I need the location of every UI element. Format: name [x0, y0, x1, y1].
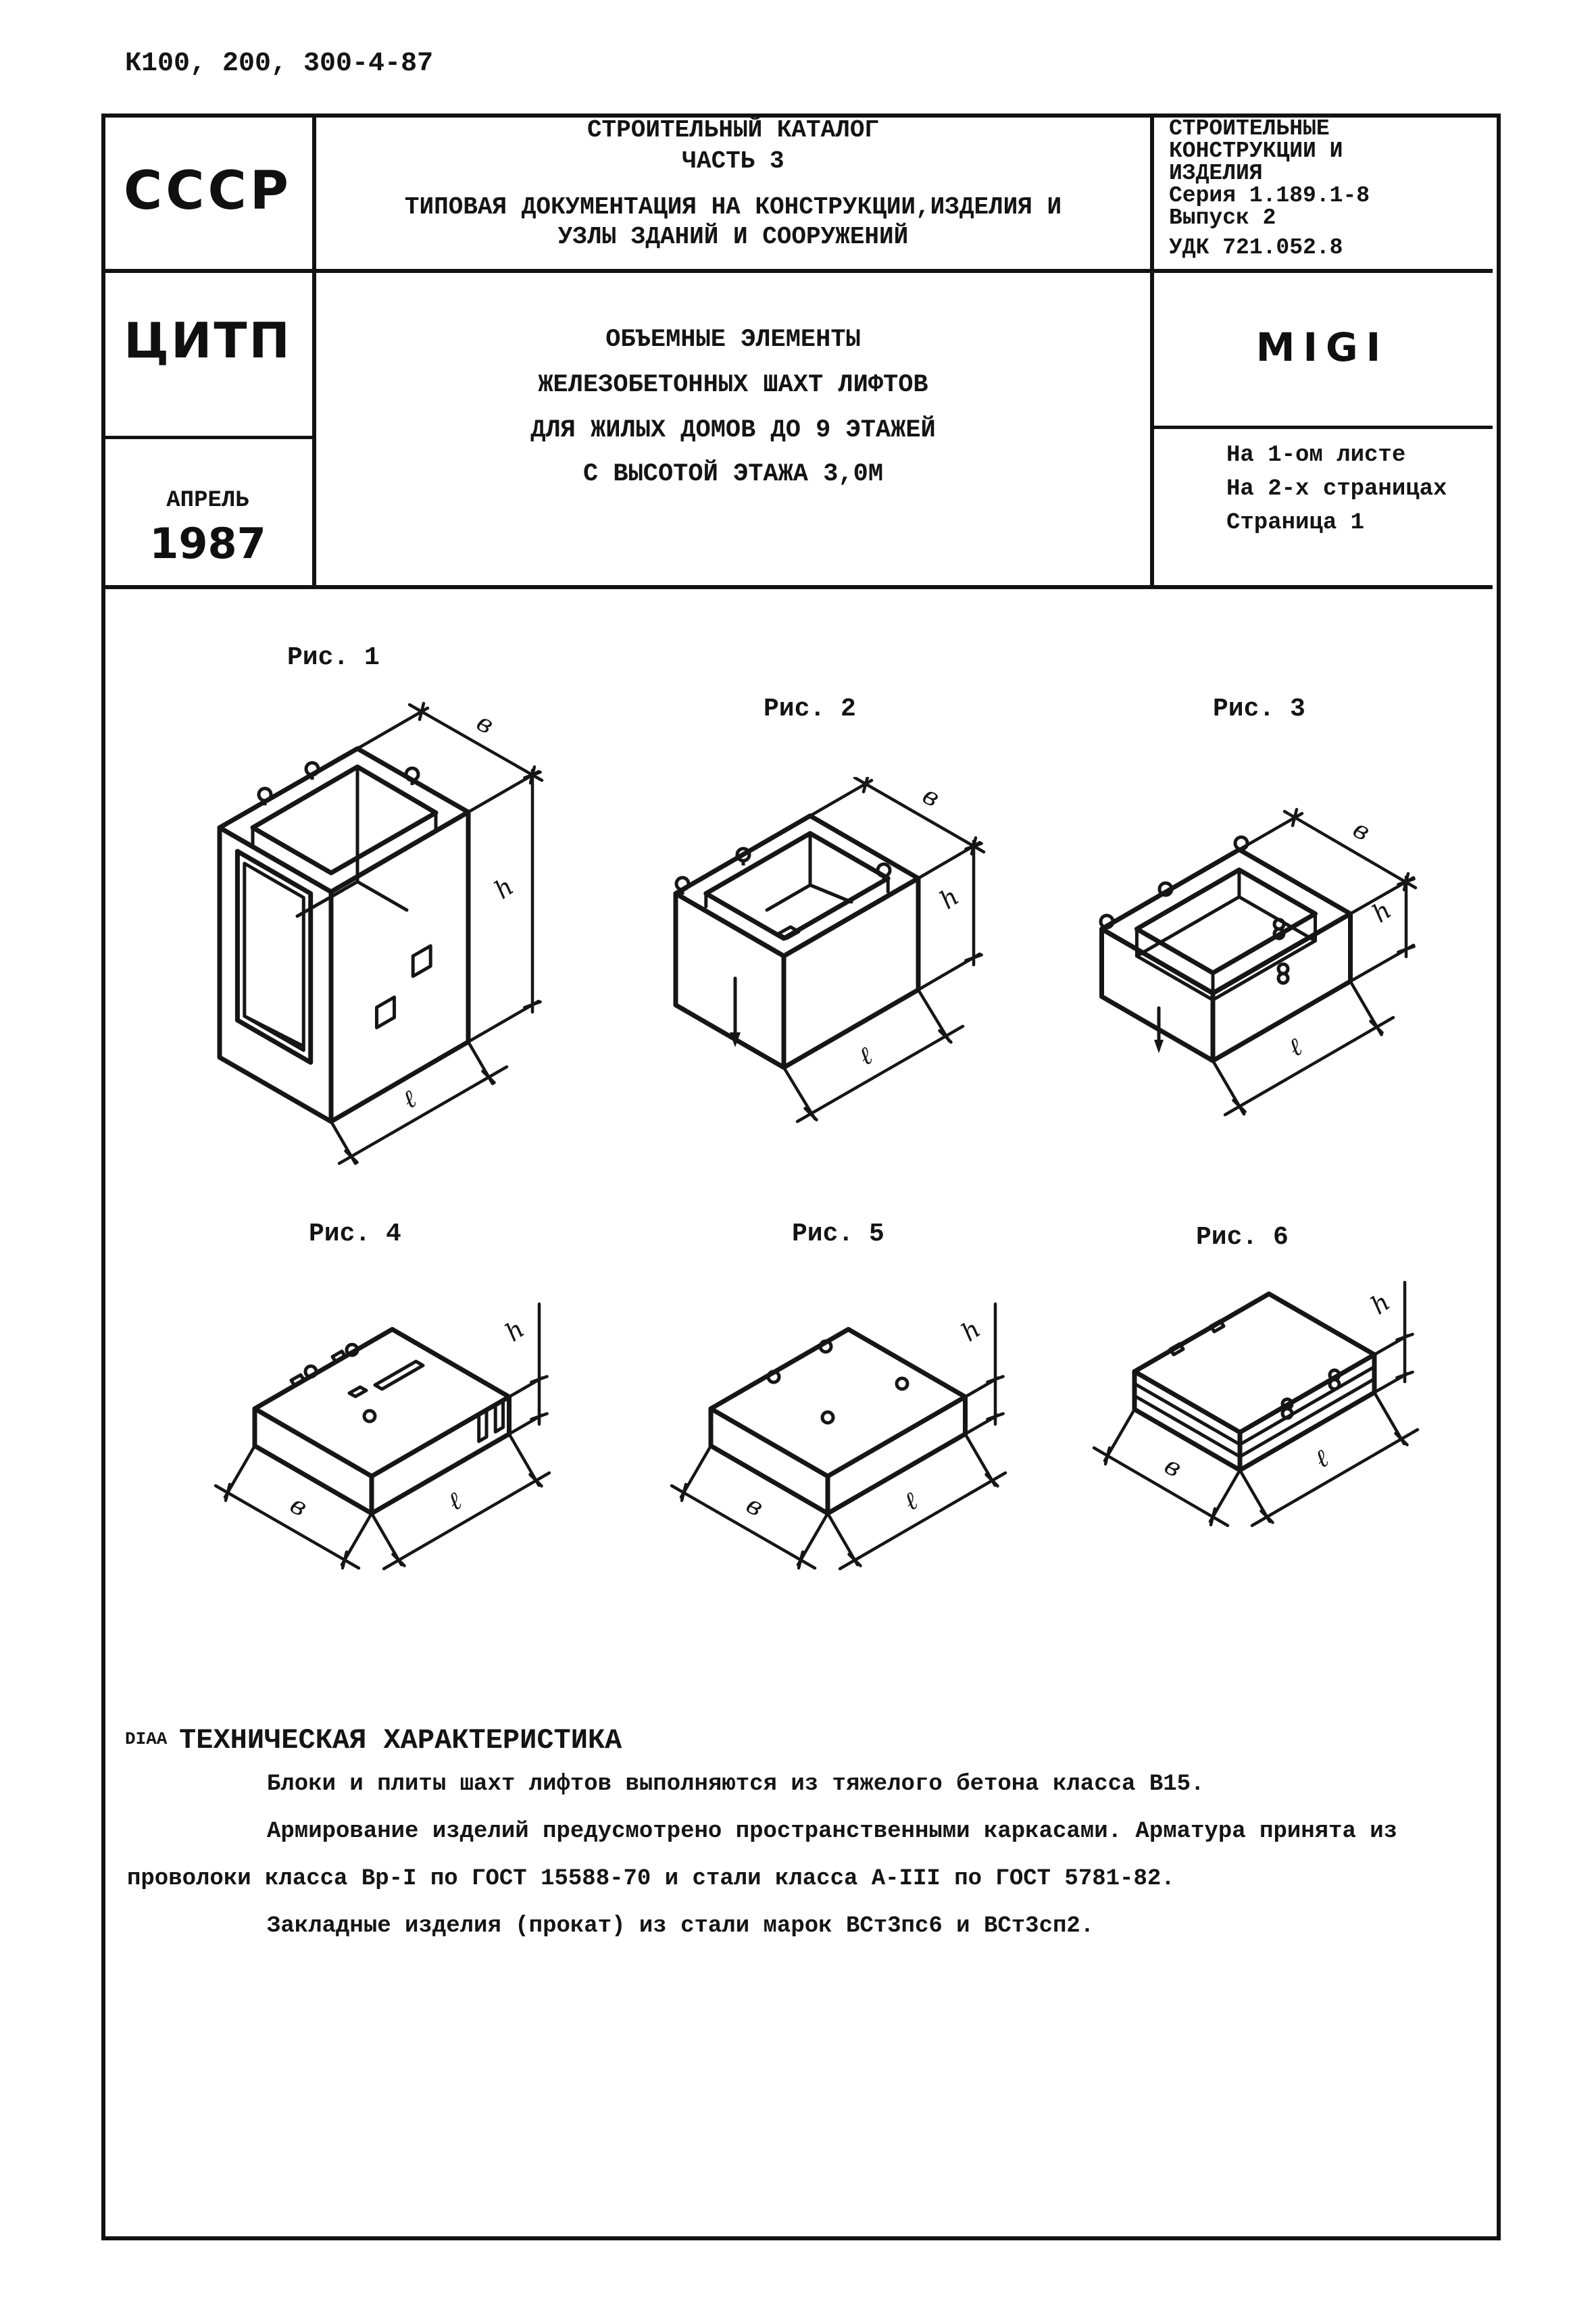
fig6-dim-label-l: ℓ: [1310, 1443, 1334, 1474]
fig4-dim-label-h: h: [499, 1314, 530, 1348]
stamp-mark: MIGI: [1255, 324, 1389, 370]
fig4-slab: [255, 1330, 509, 1517]
figure-1-caption: Рис. 1: [287, 643, 380, 672]
figure-3-caption: Рис. 3: [1213, 695, 1305, 724]
fig3-dim-label-l: ℓ: [1283, 1032, 1307, 1063]
tech-text-line-3: проволоки класса Вр-I по ГОСТ 15588-70 и стали класса А-III по ГОСТ 5781-82.: [127, 1866, 1175, 1892]
figure-6-drawing: [1051, 1270, 1429, 1574]
classification-line-3: ИЗДЕЛИЯ: [1169, 161, 1263, 186]
sheet-info-line-2: На 2-х страницах: [1226, 476, 1447, 502]
figure-4-caption: Рис. 4: [309, 1219, 401, 1249]
fig4-dim-label-b: в: [285, 1490, 313, 1523]
header-rule-1: [101, 269, 1493, 273]
left-cell-rule: [101, 436, 316, 439]
fig2-dimensions: [784, 777, 984, 1122]
fig3-dim-label-h: h: [1366, 895, 1397, 929]
fig6-dimensions: [1094, 1282, 1418, 1526]
doc-title-line-2: ЖЕЛЕЗОБЕТОННЫХ ШАХТ ЛИФТОВ: [538, 371, 928, 399]
tech-heading-prefix: DIAA: [125, 1729, 168, 1749]
fig6-dim-label-b: в: [1159, 1451, 1187, 1484]
tech-heading-row: [125, 1724, 622, 1757]
udk-label: УДК 721.052.8: [1169, 235, 1343, 260]
fig6-dim-label-h: h: [1365, 1287, 1395, 1321]
figure-4-drawing: [179, 1277, 557, 1588]
fig1-dim-label-b: в: [472, 707, 499, 740]
fig4-dim-label-l: ℓ: [443, 1486, 467, 1517]
figure-2-drawing: [628, 777, 1007, 1142]
catalog-line-1: СТРОИТЕЛЬНЫЙ КАТАЛОГ: [587, 116, 880, 144]
fig6-lifting-loops: [1282, 1370, 1339, 1418]
tech-text-line-1: Блоки и плиты шахт лифтов выполняются из тяжелого бетона класса В15.: [267, 1771, 1205, 1797]
figure-3-drawing: [1057, 804, 1436, 1128]
figure-6-caption: Рис. 6: [1196, 1223, 1289, 1252]
fig3-dim-label-b: в: [1348, 814, 1376, 847]
fig5-dim-label-h: h: [955, 1314, 986, 1348]
catalog-line-4: УЗЛЫ ЗДАНИЙ И СООРУЖЕНИЙ: [557, 223, 909, 251]
fig3-dimensions: [1213, 809, 1416, 1115]
figure-1-drawing: [169, 689, 547, 1169]
fig3-box: [1102, 850, 1351, 1061]
tech-heading: ТЕХНИЧЕСКАЯ ХАРАКТЕРИСТИКА: [179, 1724, 622, 1757]
doc-title-line-4: С ВЫСОТОЙ ЭТАЖА 3,0М: [582, 460, 884, 488]
right-cell-rule: [1150, 426, 1493, 429]
fig2-dim-label-b: в: [918, 780, 945, 813]
header-rule-bottom: [101, 585, 1493, 589]
fig4-dimensions: [216, 1304, 549, 1569]
fig5-dim-label-b: в: [741, 1490, 769, 1523]
sheet-info-line-3: Страница 1: [1226, 510, 1365, 536]
figure-5-drawing: [635, 1284, 1014, 1581]
classification-line-2: КОНСТРУКЦИИ И: [1169, 139, 1343, 164]
issue-year: 1987: [149, 519, 266, 568]
issue-label: Выпуск 2: [1169, 205, 1276, 230]
document-code: К100, 200, 300-4-87: [125, 49, 434, 79]
fig2-dim-label-h: h: [934, 882, 964, 915]
fig5-dimensions: [672, 1304, 1005, 1569]
figure-2-caption: Рис. 2: [764, 695, 856, 724]
issue-month: АПРЕЛЬ: [166, 488, 249, 513]
figure-5-caption: Рис. 5: [792, 1219, 884, 1249]
fig2-box: [676, 816, 918, 1068]
classification-line-1: СТРОИТЕЛЬНЫЕ: [1169, 116, 1330, 141]
publisher-label: ЦИТП: [124, 312, 292, 369]
catalog-line-3: ТИПОВАЯ ДОКУМЕНТАЦИЯ НА КОНСТРУКЦИИ,ИЗДЕЛИЯ И: [404, 193, 1062, 221]
tech-text-line-4: Закладные изделия (прокат) из стали марок ВСт3пс6 и ВСт3сп2.: [267, 1913, 1095, 1939]
fig2-lifting-hooks: [676, 849, 890, 895]
fig5-slab: [711, 1330, 966, 1517]
country-label: СССР: [124, 161, 292, 222]
fig1-dim-label-l: ℓ: [397, 1084, 422, 1115]
sheet-info-line-1: На 1-ом листе: [1226, 443, 1406, 468]
doc-title-line-3: ДЛЯ ЖИЛЫХ ДОМОВ ДО 9 ЭТАЖЕЙ: [530, 416, 936, 445]
fig1-box: [220, 749, 468, 1122]
fig2-dim-label-l: ℓ: [853, 1040, 878, 1072]
series-label: Серия 1.189.1-8: [1169, 183, 1370, 208]
tech-text-line-2: Армирование изделий предусмотрено пространственными каркасами. Арматура принята из: [267, 1819, 1398, 1844]
doc-title-line-1: ОБЪЕМНЫЕ ЭЛЕМЕНТЫ: [605, 326, 861, 354]
fig4-lifting-loops: [305, 1344, 375, 1422]
fig5-dim-label-l: ℓ: [899, 1486, 923, 1517]
catalog-line-2: ЧАСТЬ 3: [682, 147, 784, 175]
fig1-dim-label-h: h: [489, 872, 519, 905]
